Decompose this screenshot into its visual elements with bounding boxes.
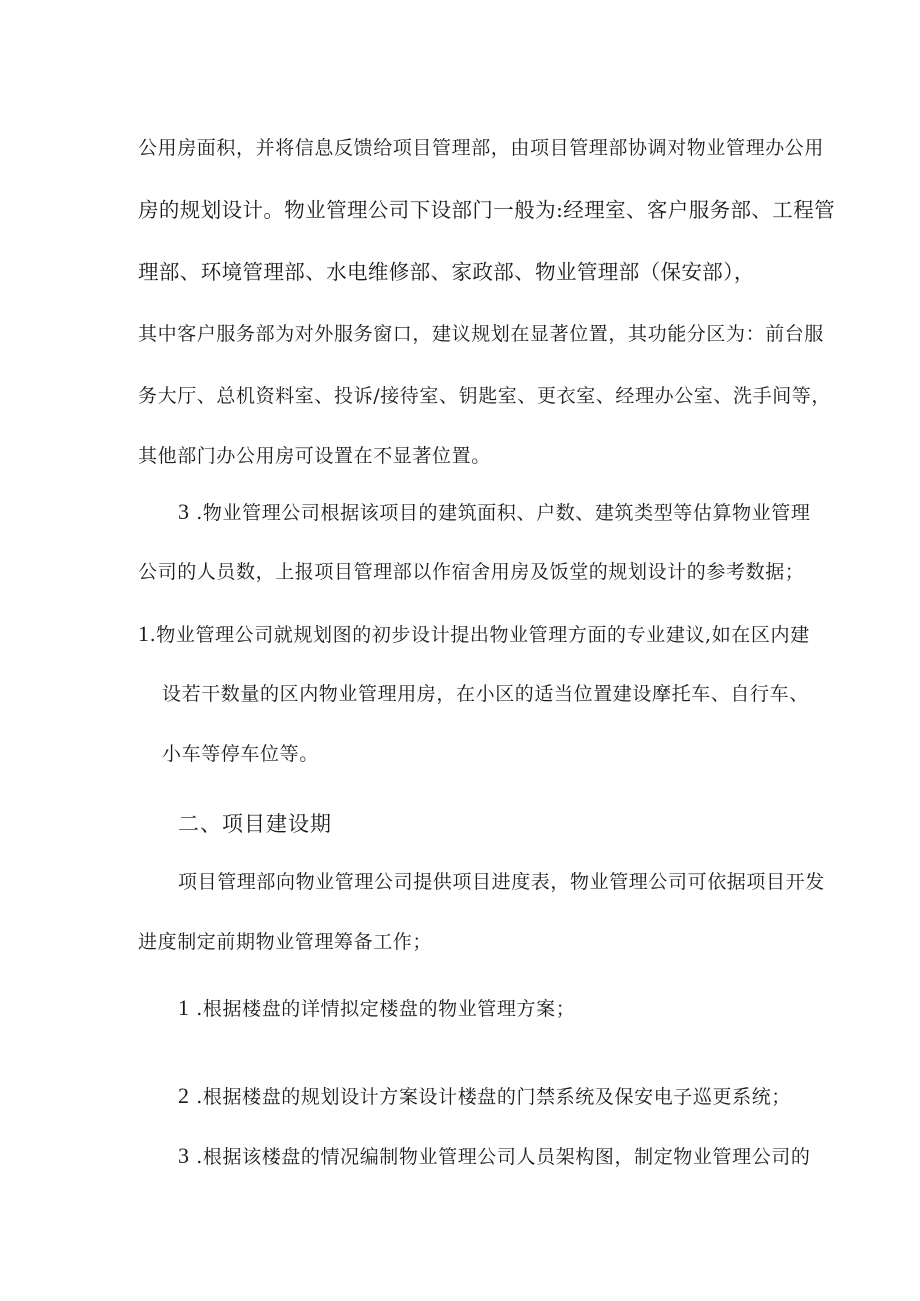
- item-1-first-line: [138, 622, 810, 647]
- paragraph-line-1: 公用房面积，并将信息反馈给项目管理部，由项目管理部协调对物业管理办公用: [138, 137, 825, 159]
- paragraph-line-3: 理部、环境管理部、水电维修部、家政部、物业管理部（保安部），: [138, 260, 755, 284]
- list-item-1: [178, 996, 575, 1021]
- intro-line-1: 项目管理部向物业管理公司提供项目进度表，物业管理公司可依据项目开发: [178, 871, 825, 893]
- section-heading: 二、项目建设期: [178, 812, 332, 836]
- list-item-1-text: .根据楼盘的详情拟定楼盘的物业管理方案；: [196, 998, 576, 1020]
- list-item-2: [178, 1084, 791, 1109]
- item-1-third-line: 小车等停车位等。: [162, 743, 319, 765]
- item-1-second-line: 设若干数量的区内物业管理用房，在小区的适当位置建设摩托车、自行车、: [162, 683, 809, 705]
- paragraph-line-6: 其他部门办公用房可设置在不显著位置。: [138, 445, 491, 467]
- paragraph-line-5: 务大厅、总机资料室、投诉/接待室、钥匙室、更衣室、经理办公室、洗手间等，: [138, 385, 832, 407]
- item-3-number: 3: [178, 499, 190, 524]
- list-item-2-number: 2: [178, 1083, 190, 1108]
- intro-line-2: 进度制定前期物业管理筹备工作；: [138, 931, 433, 953]
- list-item-2-text: .根据楼盘的规划设计方案设计楼盘的门禁系统及保安电子巡更系统；: [196, 1086, 791, 1108]
- list-item-1-number: 1: [178, 995, 190, 1020]
- item-1-number: 1: [138, 621, 150, 646]
- item-3-first-line: [178, 500, 811, 525]
- item-1-text: .物业管理公司就规划图的初步设计提出物业管理方面的专业建议,如在区内建: [149, 624, 810, 646]
- list-item-3-text: .根据该楼盘的情况编制物业管理公司人员架构图，制定物业管理公司的: [196, 1146, 811, 1168]
- paragraph-line-4: 其中客户服务部为对外服务窗口，建议规划在显著位置，其功能分区为：前台服: [138, 323, 825, 345]
- item-3-text: .物业管理公司根据该项目的建筑面积、户数、建筑类型等估算物业管理: [196, 502, 811, 524]
- list-item-3: [178, 1144, 811, 1169]
- item-3-second-line: 公司的人员数，上报项目管理部以作宿舍用房及饭堂的规划设计的参考数据；: [138, 561, 805, 583]
- list-item-3-number: 3: [178, 1143, 190, 1168]
- paragraph-line-2: 房的规划设计。物业管理公司下设部门一般为:经理室、客户服务部、工程管: [138, 198, 836, 222]
